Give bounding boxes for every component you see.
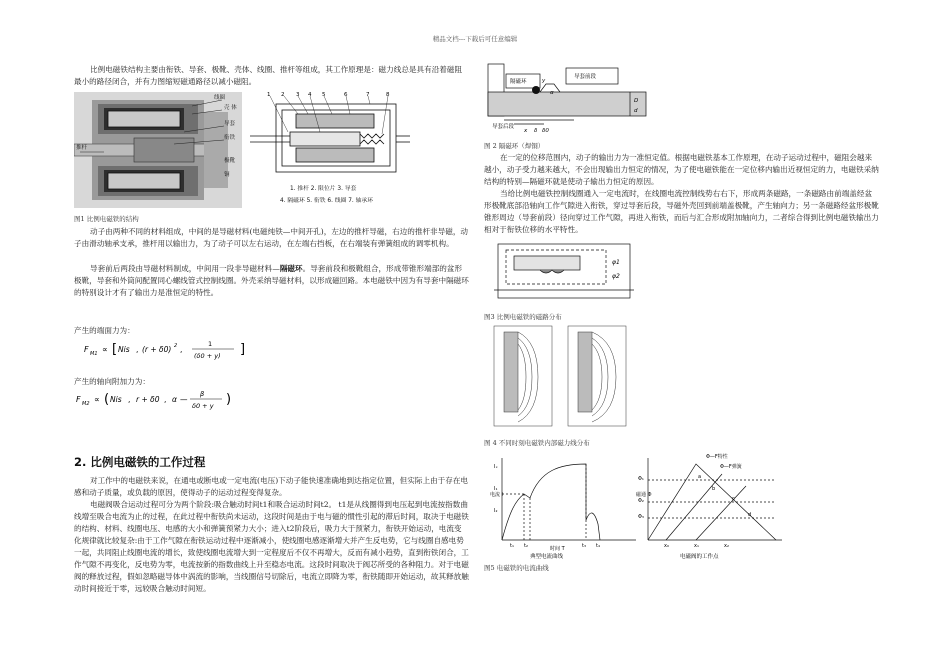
fig2-label-D: D <box>634 98 639 104</box>
fig2-label-front: 导套前段 <box>574 74 597 80</box>
magnetic-circuit-drawing <box>494 240 634 302</box>
fig5-right-mark-phi1: Φ₁ <box>638 476 644 482</box>
photo-label-shell: 壳 体 <box>224 105 237 111</box>
fig5-left-mark-t2: t₂ <box>524 543 528 549</box>
drawing-num-1: 1 <box>267 92 271 98</box>
formula2-a: Nis <box>110 395 122 404</box>
fig4-caption: 图 4 不同时刻电磁铁内部磁力线分布 <box>484 439 590 447</box>
intro-paragraph: 比例电磁铁结构主要由衔铁、导套、极靴、壳体、线圈、推杆等组成，其工作原理是：磁力线总是具有沿着磁阻最小的路径闭合，并有力图缩短磁通路径以减小磁阻。 <box>74 65 463 86</box>
section-title-working-process: 2. 比例电磁铁的工作过程 <box>74 455 206 469</box>
fig5-left-ylabel: 电流 I <box>490 492 504 498</box>
drawing-num-4: 4 <box>308 92 312 98</box>
fig5-right-legend2: Φ—F弹簧 <box>720 464 742 470</box>
svg-text:1: 1 <box>208 340 213 348</box>
formula2-lhs: F <box>76 395 81 404</box>
photo-label-armature: 衔铁 <box>224 135 236 141</box>
svg-text:—: — <box>180 395 188 404</box>
fig5-right-mark-phi2: Φ₂ <box>638 498 644 504</box>
fig5-left-mark-t3: t₃ <box>582 543 586 549</box>
drawing-num-7: 7 <box>366 92 370 98</box>
paragraph-pull-in-process: 电磁阀吸合运动过程可分为两个阶段:吸合触动时间t1和吸合运动时间t2。 t1是从线圈得到电压起到电流按指数曲线增至吸合电流为止的过程，在此过程中衔铁尚未运动，这段时间是由于电与磁的惯性引起的滞后时间，取决于电磁铁的结构、材料、线圈电压、电感的大小和弹簧预紧力大小；进入t2阶段后，吸力大于预紧力，衔铁开始运动，电流变化规律就比较复杂:由于工作气隙在衔铁运动过程中逐渐减小，使线圈电感逐渐增大并产生反电势，它与线圈自感电势一起，共同阻止线圈电流的增长，致使线圈电流增大到一定程度后不仅不再增大，反而有减小趋势，直到衔铁闭合，工作气隙不再变化，反电势为零，电流按新的指数曲线上升至稳态电流。这段时间取决于阀芯所受的各种阻力。对于电磁阀的释放过程，假如忽略磁导体中涡流的影响，当线圈信号切除后，电流立即降为零，衔铁随即开始运动，故其释放触动时间接近于零，远较吸合触动时间短。 <box>74 500 469 593</box>
fig5-caption: 图5 电磁铁的电流曲线 <box>484 564 549 572</box>
svg-text:[: [ <box>112 342 118 357</box>
paragraph-working-intro: 对工作中的电磁铁来说，在通电或断电或一定电流(电压)下动子能快速准确地到达指定位置，但实际上由于存在电感和动子质量，或负载的原因，使得动子的运动过程变得复杂。 <box>74 476 469 497</box>
svg-text:,: , <box>164 395 167 404</box>
fig2-label-rear: 导套后段 <box>492 124 515 130</box>
axial-force-label: 产生的轴向附加力为： <box>74 377 150 386</box>
drawing-legend-line1: 1. 推杆 2. 限位片 3. 导套 <box>290 186 357 192</box>
fig5-right-mark-d: d <box>748 512 752 518</box>
svg-text:,: , <box>180 345 183 354</box>
paragraph-quasi-constant-force: 在一定的位移范围内，动子的输出力为一准恒定值。根据电磁铁基本工作原理，在动子运动过程中，磁阻会越来越小，动子受力越来越大，不会出现输出力恒定的情况，为了使电磁铁能在一定位移内输出近视恒定的力，电磁铁采纳结构的特别—隔磁环就是使动子输出力恒定的原因。 <box>484 153 879 186</box>
operating-point-chart <box>636 450 786 560</box>
drawing-num-2: 2 <box>281 92 285 98</box>
formula2-den: δ0 + y <box>192 402 214 410</box>
fig2-label-alpha: α <box>550 90 554 96</box>
photo-label-pole: 极靴 <box>224 158 236 164</box>
formula2-sub: M2 <box>82 401 90 407</box>
fig2-label-x: x <box>524 128 528 134</box>
fig5-right-mark-c: c <box>732 496 735 502</box>
fig5-right-mark-x2: x₂ <box>724 543 729 549</box>
solenoid-photo <box>74 92 242 208</box>
drawing-num-8: 8 <box>386 92 390 98</box>
photo-label-coil: 线圈 <box>214 95 226 101</box>
drawing-num-5: 5 <box>322 92 326 98</box>
current-curve-chart <box>490 450 640 560</box>
formula1-b: (r + δ0) <box>142 345 172 354</box>
fig5-left-mark-t4: t₄ <box>596 543 600 549</box>
formula1-lhs: F <box>84 345 89 354</box>
formula2-rel: ∝ <box>94 395 100 404</box>
fig2-caption: 图 2 隔磁环（焊铜） <box>484 142 545 150</box>
fig3-caption: 图3 比例电磁铁的磁路分布 <box>484 313 562 321</box>
isolation-ring-keyword: 隔磁环 <box>279 264 303 273</box>
end-force-label: 产生的端面力为： <box>74 326 135 335</box>
paragraph-magnetic-path: 当给比例电磁铁控制线圈通入一定电流时，在线圈电流控制线势右右下，形成两条磁路，一条磁路由前端盖经盆形极靴底部沿轴向工作气隙进入衔铁，穿过导套后段，导磁外壳回到前端盖极靴，产生轴向力；另一条磁路经盆形极靴锥形周边（导套前段）径向穿过工作气隙，再进入衔铁，而后与汇合形成附加轴向力，二者综合得到比例电磁铁输出力相对于衔铁位移的水平特性。 <box>484 189 879 234</box>
formula1-a: Nis <box>118 345 130 354</box>
photo-label-guide: 导套 <box>224 121 236 127</box>
drawing-legend-line2: 4. 隔磁环 5. 衔铁 6. 线圈 7. 轴承环 <box>280 198 373 204</box>
fig5-right-legend1: Φ—F特性 <box>706 454 728 460</box>
fig5-left-mark-i2: I₂ <box>494 508 498 514</box>
fig5-right-mark-b: b <box>712 486 716 492</box>
svg-text:,: , <box>136 345 139 354</box>
fig5-right-mark-x1: x₁ <box>694 543 699 549</box>
end-force-formula <box>84 339 254 361</box>
svg-text:]: ] <box>240 342 246 357</box>
formula1-den: (δ0 + y) <box>194 352 221 360</box>
fig3-label-phi1: φ1 <box>612 259 620 266</box>
photo-label-copper: 铜 <box>224 172 230 178</box>
fig2-label-delta0: δ0 <box>542 128 549 134</box>
fig5-right-mark-phi3: Φ₃ <box>638 514 644 520</box>
fig2-label-y: y <box>542 78 546 84</box>
paragraph-moving-part: 动子由两种不同的材料组成，中间的是导磁材料(电磁纯铁—中间开孔)，左边的推杆导磁，右边的推杆非导磁，动子由滑动轴承支承，推杆用以输出力，为了动子可以左右运动，在左端右挡板，在右端装有弹簧组成的调零机构。 <box>74 227 469 248</box>
fig5-right-xlabel: 电磁阀的工作点 <box>680 554 719 560</box>
axial-force-formula <box>76 388 246 412</box>
isolation-ring-drawing <box>484 60 654 140</box>
para3-text-b: 。导套前段和极靴组合，形成带锥形端部的盆形极靴，导套和外筒间配置同心螺线管式控制线圈。外壳采纳导磁材料，以形成磁回路。本电磁铁中因为有导套中隔磁环的特别设计才有了输出力是准恒定的特性。 <box>74 264 469 297</box>
fig5-right-mark-x0: x₀ <box>664 543 669 549</box>
page-header-note: 精品文档---下载后可任意编辑 <box>432 35 518 43</box>
paragraph-guide-sleeve <box>74 263 469 299</box>
svg-text:,: , <box>128 395 131 404</box>
fig5-left-mark-t1: t₁ <box>510 543 514 549</box>
fig2-label-ring: 隔磁环 <box>510 79 527 85</box>
formula2-alpha: α <box>172 395 177 404</box>
svg-text:): ) <box>226 392 232 407</box>
fig5-right-mark-a: a <box>698 474 702 480</box>
svg-text:(: ( <box>104 392 110 407</box>
formula1-rel: ∝ <box>102 345 108 354</box>
solenoid-section-drawing <box>250 90 415 208</box>
fig5-left-mark-i1: I₁ <box>494 486 498 492</box>
fig3-label-phi2: φ2 <box>612 273 620 280</box>
drawing-num-6: 6 <box>344 92 348 98</box>
fig5-right-ylabel: 磁通 Φ <box>636 492 652 498</box>
formula2-b: r + δ0 <box>136 395 160 404</box>
formula1-sub: M1 <box>90 351 98 357</box>
fig2-label-d: d <box>634 108 638 114</box>
drawing-num-3: 3 <box>296 92 300 98</box>
fig5-left-subtitle: 典型电流曲线 <box>530 554 564 560</box>
fig5-left-xlabel: 时间 T <box>550 546 565 552</box>
formula1-exp: 2 <box>174 343 178 349</box>
fig1-caption: 图1 比例电磁铁的结构 <box>74 215 139 223</box>
photo-label-pushrod: 推杆 <box>76 145 88 151</box>
field-line-distribution-drawing <box>492 322 632 432</box>
fig5-left-mark-ix: Iₓ <box>494 464 498 470</box>
fig2-label-delta: δ <box>534 128 538 134</box>
formula2-beta: β <box>200 390 205 398</box>
para3-text-a: 导套前后两段由导磁材料制成，中间用一段非导磁材料— <box>90 264 280 273</box>
